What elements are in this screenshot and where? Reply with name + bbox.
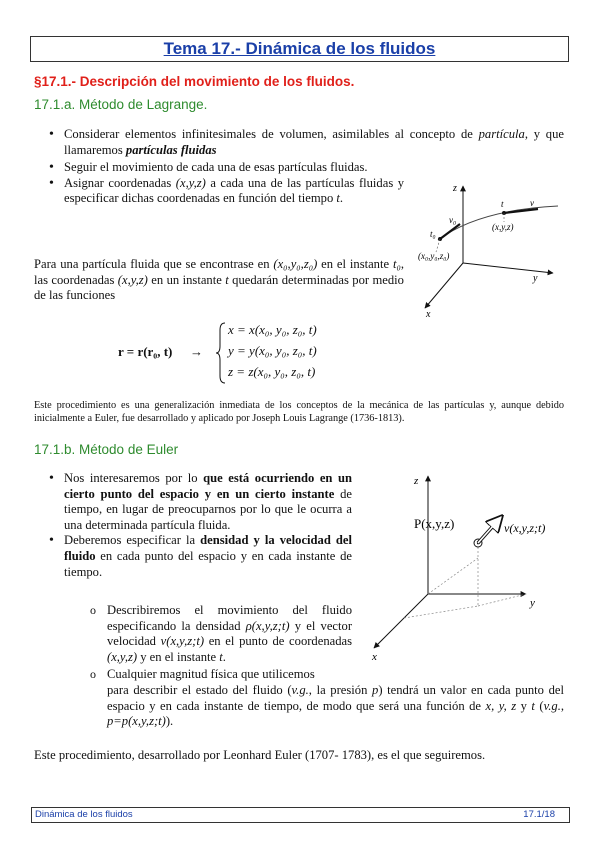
euler-bullet-1: • Nos interesaremos por lo que está ocurriendo en un cierto punto del espacio y en un cierto instante de tiempo, en lugar de preocuparnos por lo que le ocurra a una determinada partícula fluida.	[34, 471, 352, 533]
x-axis	[374, 594, 428, 648]
euler-bullets	[34, 471, 352, 580]
fig1-t-label: t	[501, 199, 504, 209]
euler-sub-bullet-1: o Describiremos el movimiento del fluido especificando la densidad ρ(x,y,z;t) y el vector velocidad v(x,y,z;t) en el punto de coordenadas (x,y,z) y en el instante t.	[90, 603, 352, 665]
fig2-x-label: x	[372, 651, 377, 662]
lagrange-bullet-3: • Asignar coordenadas (x,y,z) a cada una de las partículas fluidas y especificar dichas coordenadas en función del tiempo t.	[34, 176, 404, 207]
fig1-xyz-label: (x,y,z)	[492, 222, 514, 232]
euler-sub-bullet-2-b: para describir el estado del fluido (v.g., la presión p) tendrá un valor en cada punto del espacio y en cada instante de tiempo, de modo que será una función de x, y, z y t (v.g., p=p(x,y,z;t)).	[107, 683, 565, 729]
lagrange-footnote: Este procedimiento es una generalización inmediata de los conceptos de la mecánica de las partículas y, aunque debido inicialmente a Euler, fue desarrollado y aplicado por Joseph Louis Lagrange (1736-1813).	[34, 400, 564, 424]
footer-title: Dinámica de los fluidos	[35, 809, 133, 820]
fig1-t0-label: t₀	[430, 229, 436, 239]
fig2-v-label: v(x,y,z;t)	[504, 521, 546, 535]
x-axis	[425, 263, 463, 308]
euler-figure	[362, 466, 568, 662]
lagrange-figure	[408, 178, 568, 320]
page-title: Tema 17.- Dinámica de los fluidos	[30, 36, 569, 62]
fig1-x-label: x	[426, 309, 431, 320]
fig1-z-label: z	[453, 183, 457, 194]
lagrange-heading: 17.1.a. Método de Lagrange.	[34, 97, 208, 112]
euler-bullet-2: • Deberemos especificar la densidad y la velocidad del fluido en cada punto del espacio y en cada instante de tiempo.	[34, 533, 352, 580]
euler-closing: Este procedimiento, desarrollado por Leonhard Euler (1707- 1783), es el que seguiremos.	[34, 748, 486, 762]
fig1-v0-label: v₀	[449, 215, 457, 225]
lagrange-bullet-1: • Considerar elementos infinitesimales de volumen, asimilables al concepto de partícula, y que llamaremos partículas fluidas	[34, 127, 564, 158]
fig1-xyz0-label: (x₀,y₀,z₀)	[418, 251, 450, 261]
euler-heading: 17.1.b. Método de Euler	[34, 442, 179, 457]
lagrange-bullet-2: • Seguir el movimiento de cada una de esas partículas fluidas.	[34, 160, 404, 176]
fig1-v-label: v	[530, 198, 534, 208]
footer-page-number: 17.1/18	[523, 809, 555, 820]
section-heading: §17.1.- Descripción del movimiento de los fluidos.	[34, 74, 355, 89]
fig2-y-label: y	[530, 597, 535, 609]
page-footer	[31, 807, 570, 823]
fig2-p-label: P(x,y,z)	[414, 516, 455, 531]
y-axis	[463, 263, 553, 273]
euler-sub-bullet-2-a: o Cualquier magnitud física que utilicemos	[90, 667, 352, 683]
lagrange-paragraph: Para una partícula fluida que se encontrase en (x₀,y₀,z₀) en el instante t₀, las coordenadas (x,y,z) en un instante t quedarán determinadas por medio de las funciones	[34, 257, 404, 303]
fig1-y-label: y	[533, 273, 538, 284]
lagrange-bullets	[34, 160, 404, 207]
v0-vector	[440, 224, 460, 239]
fig2-z-label: z	[414, 475, 419, 487]
